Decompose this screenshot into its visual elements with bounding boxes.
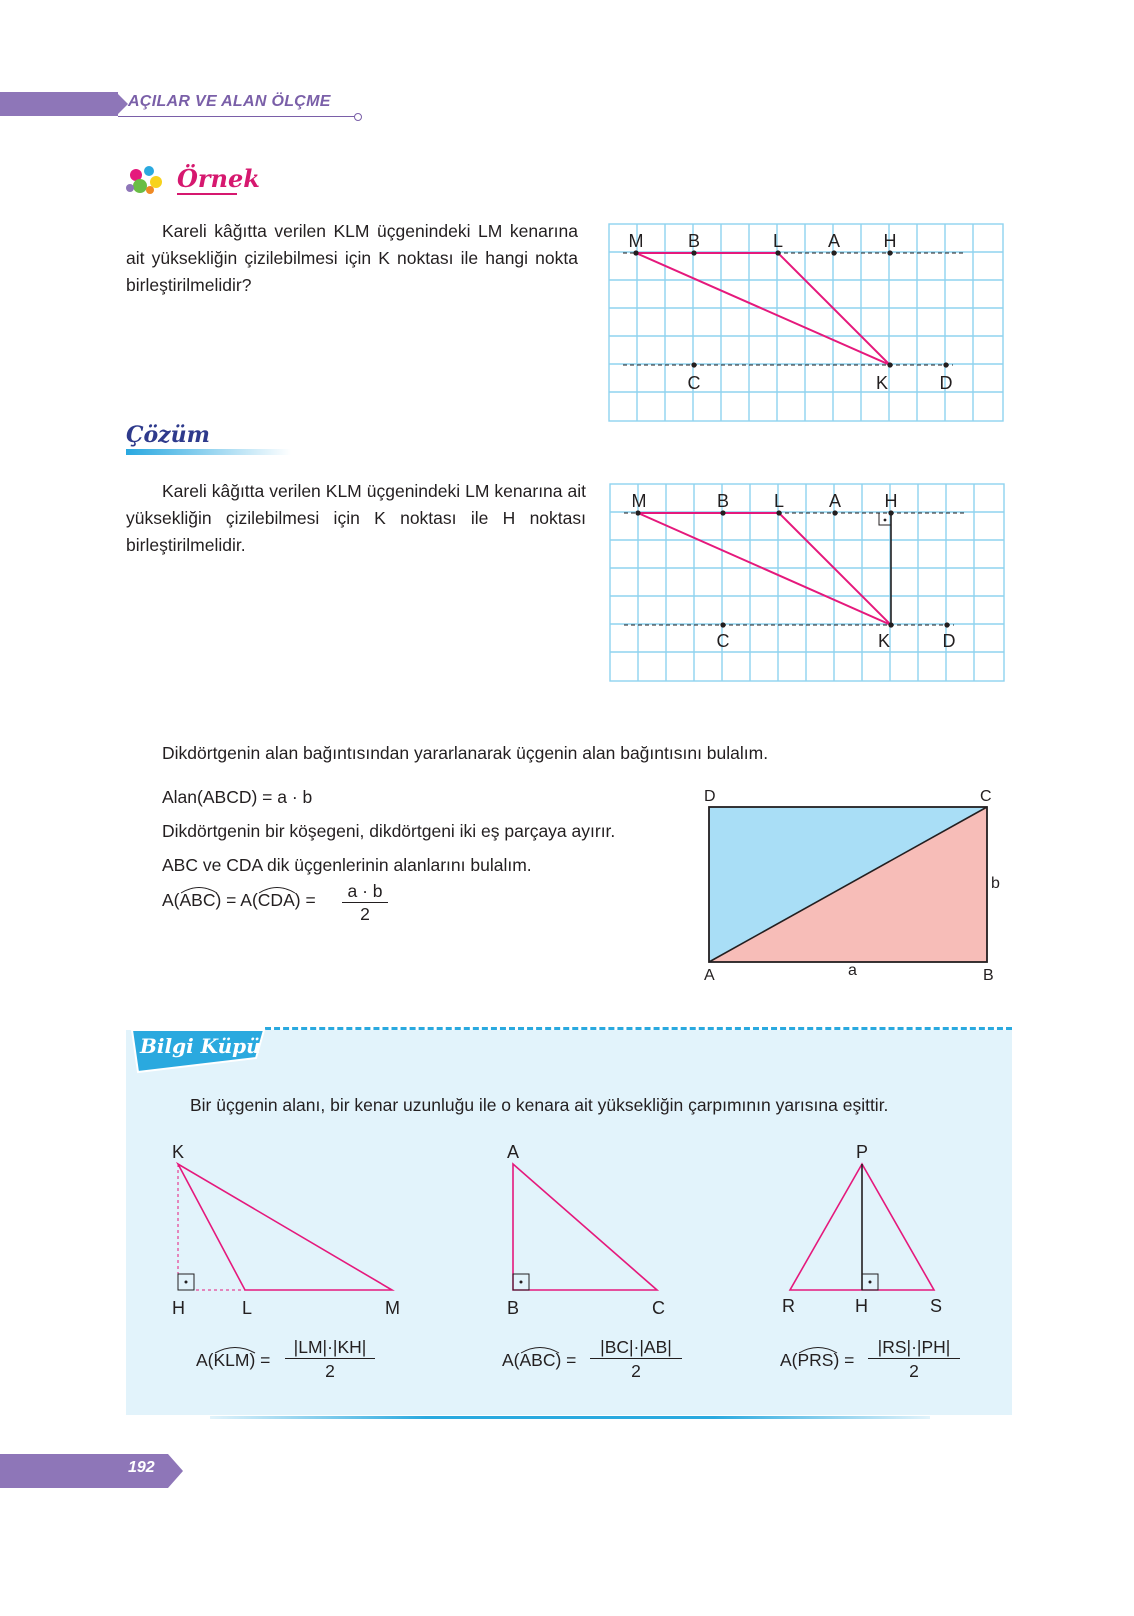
label-c: C	[980, 788, 992, 805]
label-l: L	[773, 491, 785, 511]
label-b: B	[687, 231, 701, 251]
triangle-klm-solution	[638, 513, 891, 625]
fraction-abc: |BC|·|AB| 2	[590, 1336, 682, 1383]
formula-prs: A( PRS) =	[780, 1350, 854, 1371]
grid-figure-answer	[609, 483, 1009, 685]
page-number-tab	[0, 1454, 185, 1488]
label-b: B	[983, 967, 994, 984]
header-bar	[0, 92, 118, 116]
label-b: B	[507, 1298, 520, 1318]
triangle-klm-figure	[165, 1140, 415, 1320]
fraction-klm: |LM|·|KH| 2	[285, 1336, 375, 1383]
label-c: C	[716, 631, 730, 651]
info-box-dashed-border	[265, 1027, 1012, 1030]
header-arrow	[116, 92, 128, 116]
grid-figure-question	[608, 223, 1008, 425]
label-m: M	[628, 231, 644, 251]
right-triangles-text: ABC ve CDA dik üçgenlerinin alanlarını bulalım.	[162, 855, 532, 875]
label-d: D	[942, 631, 956, 651]
angle-abc: ABC	[179, 890, 216, 910]
cube-icon	[126, 166, 172, 196]
ornek-underline	[177, 193, 237, 195]
cozum-underline	[126, 449, 291, 455]
diagonal-text: Dikdörtgenin bir köşegeni, dikdörtgeni iki eş parçaya ayırır.	[162, 821, 616, 841]
label-a: A	[828, 491, 842, 511]
label-l: L	[772, 231, 784, 251]
header-underline	[118, 116, 356, 117]
label-h: H	[172, 1298, 185, 1318]
fraction-ab-over-2	[342, 880, 388, 925]
label-c: C	[687, 373, 701, 393]
label-b: B	[716, 491, 730, 511]
triangle-klm	[636, 253, 890, 365]
triangle-prs-figure	[775, 1140, 955, 1320]
answer-text: Kareli kâğıtta verilen KLM üçgenindeki LM kenarına ait yüksekliğin çizilebilmesi için K noktası ile H noktası birleştirilmelidir.	[126, 481, 586, 555]
rectangle-abcd-figure	[700, 785, 1010, 985]
label-side-a: a	[848, 962, 857, 979]
label-d: D	[704, 788, 716, 805]
info-statement: Bir üçgenin alanı, bir kenar uzunluğu ile o kenara ait yüksekliğin çarpımının yarısına eşittir.	[190, 1095, 889, 1115]
rectangle-intro: Dikdörtgenin alan bağıntısından yararlanarak üçgenin alan bağıntısını bulalım.	[162, 743, 769, 763]
label-l: L	[242, 1298, 253, 1318]
label-k: K	[875, 373, 889, 393]
question-text: Kareli kâğıtta verilen KLM üçgenindeki LM kenarına ait yüksekliğin çizilebilmesi için K noktası ile hangi nokta birleştirilmelidir?	[126, 221, 578, 295]
chapter-title: AÇILAR VE ALAN ÖLÇME	[128, 93, 331, 110]
page-number: 192	[128, 1459, 155, 1476]
label-h: H	[883, 231, 897, 251]
label-m: M	[385, 1298, 400, 1318]
formula-abc: A( ABC) =	[502, 1350, 576, 1371]
info-title: Bilgi Küpü	[140, 1034, 261, 1058]
ornek-heading: Örnek	[177, 164, 260, 193]
triangle-area-formula: A( ABC) = A( CDA) =	[162, 890, 316, 911]
label-a: A	[704, 967, 715, 984]
numerator: a · b	[342, 880, 388, 903]
label-a: A	[507, 1142, 520, 1162]
label-d: D	[939, 373, 953, 393]
label-p: P	[856, 1142, 869, 1162]
label-s: S	[930, 1296, 943, 1316]
cozum-heading: Çözüm	[126, 422, 210, 448]
area-abcd-formula: Alan(ABCD) = a · b	[162, 787, 313, 807]
label-k: K	[172, 1142, 185, 1162]
formula-klm: A( KLM) =	[196, 1350, 270, 1371]
label-h: H	[884, 491, 898, 511]
label-k: K	[877, 631, 891, 651]
label-c: C	[652, 1298, 665, 1318]
header-dot	[354, 113, 362, 121]
label-side-b: b	[991, 875, 1000, 892]
fraction-prs: |RS|·|PH| 2	[868, 1336, 960, 1383]
denominator: 2	[360, 904, 370, 924]
triangle-abc-figure	[500, 1140, 680, 1320]
label-a: A	[827, 231, 841, 251]
label-h: H	[855, 1296, 868, 1316]
angle-cda: CDA	[257, 890, 295, 910]
info-box-bottom-line	[210, 1416, 930, 1419]
label-r: R	[782, 1296, 795, 1316]
label-m: M	[631, 491, 647, 511]
